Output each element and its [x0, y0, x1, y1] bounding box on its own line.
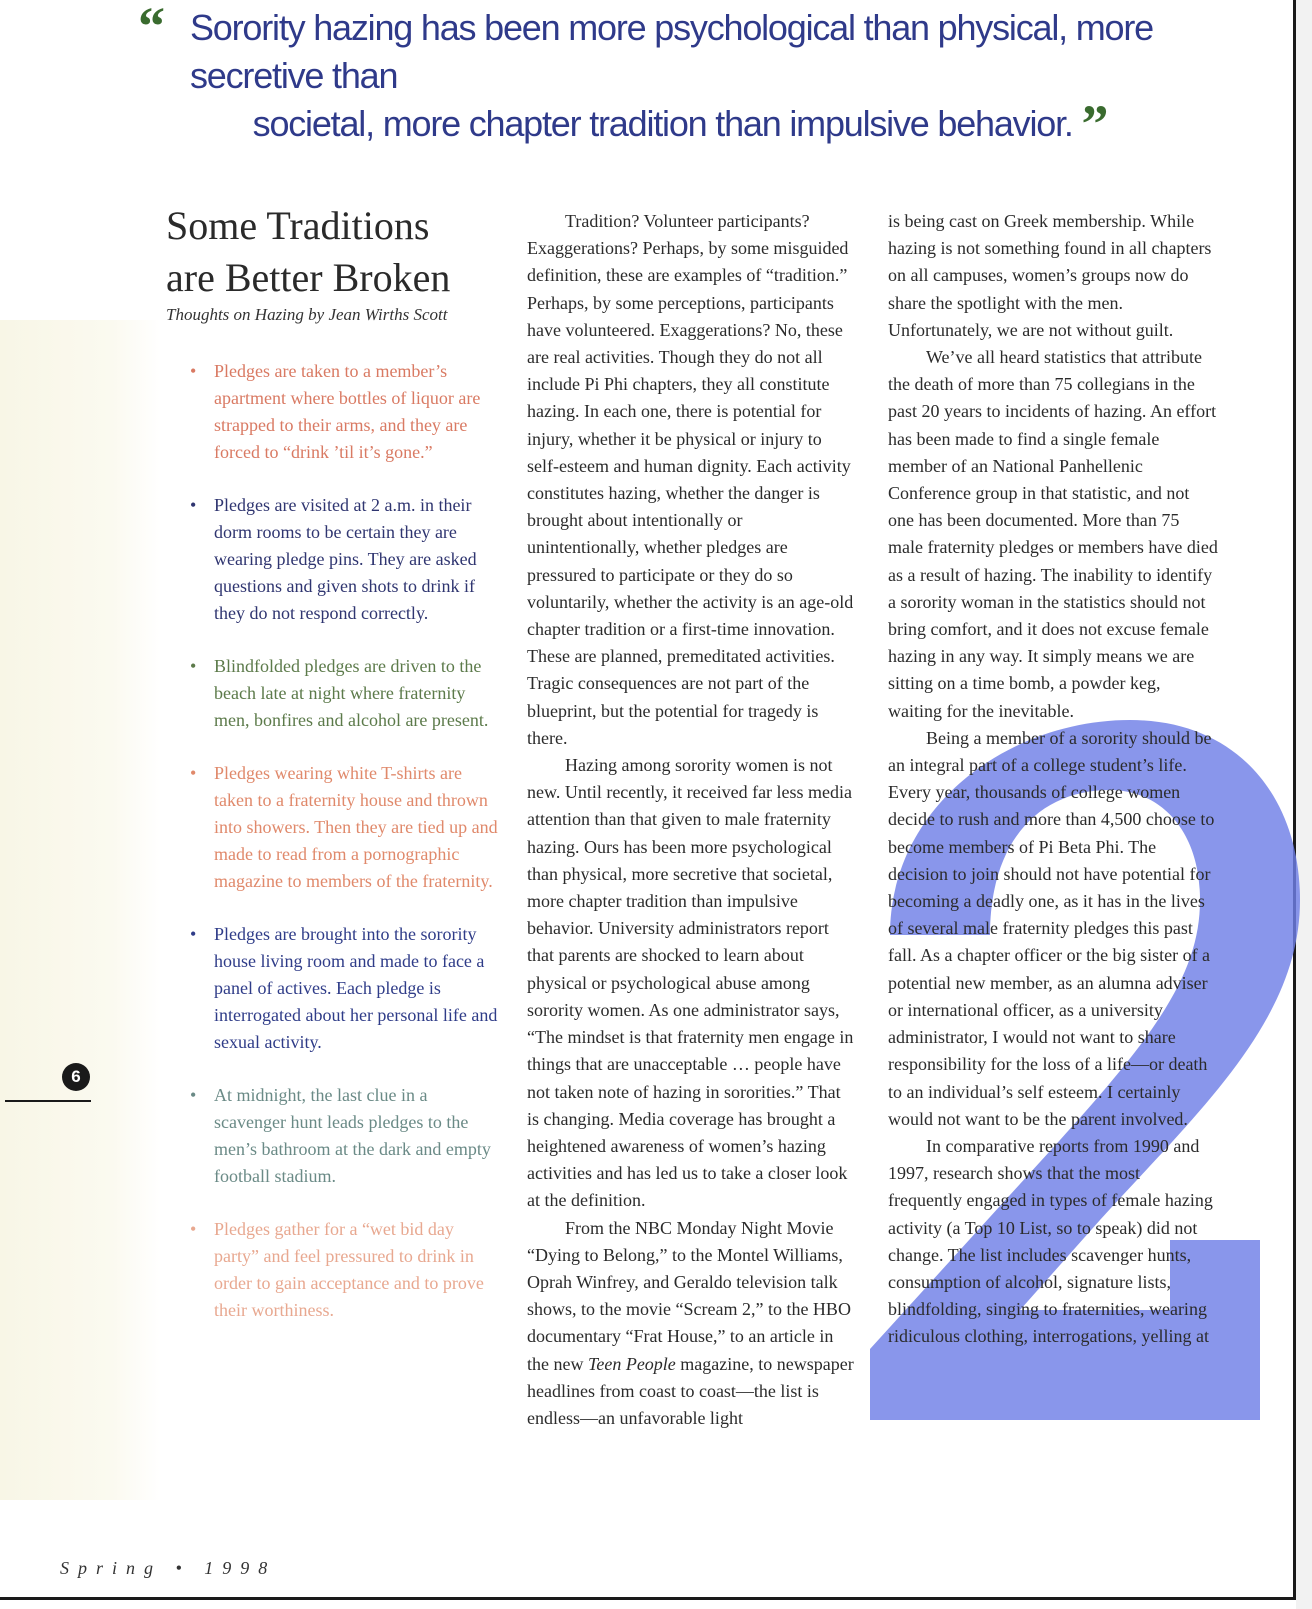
- list-item: • Pledges are brought into the sorority house living room and made to face a panel of actives. Each pledge is interrogated about her personal life and sexual activity.: [190, 921, 500, 1056]
- pull-quote-line-2-text: societal, more chapter tradition than impulsive behavior.: [252, 103, 1073, 144]
- list-item: • Pledges gather for a “wet bid day party” and feel pressured to drink in order to gain acceptance and to prove their worthiness.: [190, 1216, 500, 1324]
- paragraph: Hazing among sorority women is not new. Until recently, it received far less media attention than that given to male fraternity hazing. Ours has been more psychological than physical, more secretive that societal, more chapter tradition than impulsive behavior. University administrators report that parents are shocked to learn about physical or psychological abuse among sorority women. As one administrator says, “The mindset is that fraternity men engage in things that are unacceptable … people have not taken note of hazing in sororities.” That is changing. Media coverage has brought a heightened awareness of women’s hazing activities and has led us to take a closer look at the definition.: [527, 755, 854, 1211]
- paragraph: Being a member of a sorority should be an integral part of a college student’s life. Every year, thousands of college women decide to rush and more than 4,500 choose to become members of Pi Beta Phi. The decision to join should not have potential for becoming a deadly one, as it has in the lives of several male fraternity pledges this past fall. As a chapter officer or the big sister of a potential new member, as an alumna adviser or international officer, as a university administrator, I would not want to share responsibility for the loss of a life—or death to an individual’s self esteem. I certainly would not want to be the parent involved.: [888, 727, 1215, 1129]
- column-tint: [0, 320, 160, 1500]
- paragraph: Tradition? Volunteer participants? Exaggerations? Perhaps, by some misguided definition, these are examples of “tradition.” Perhaps, by some perceptions, participants have volunteered. Exaggerations? No, these are real activities. Though they do not all include Pi Phi chapters, they all constitute hazing. In each one, there is potential for injury, whether it be physical or injury to self-esteem and human dignity. Each activity constitutes hazing, whether the danger is brought about intentionally or unintentionally, whether pledges are pressured to participate or they do so voluntarily, whether the activity is an age-old chapter tradition or a first-time innovation. These are planned, premeditated activities. Tragic consequences are not part of the blueprint, but the potential for tragedy is there.: [527, 211, 854, 748]
- title-line-1: Some Traditions: [166, 203, 430, 248]
- close-quote-mark: ”: [1081, 94, 1108, 154]
- paragraph: We’ve all heard statistics that attribute the death of more than 75 collegians in the past 20 years to incidents of hazing. An effort has been made to find a single female member of an National Panhellenic Conference group in that statistic, and not one has been documented. More than 75 male fraternity pledges or members have died as a result of hazing. The inability to identify a sorority woman in the statistics should not bring comfort, and it does not excuse female hazing in any way. It simply means we are sitting on a time bomb, a powder keg, waiting for the inevitable.: [888, 347, 1218, 721]
- list-item: • Pledges are visited at 2 a.m. in their dorm rooms to be certain they are wearing pledge pins. They are asked questions and given shots to drink if they do not respond correctly.: [190, 492, 500, 627]
- list-item: • Pledges are taken to a member’s apartment where bottles of liquor are strapped to their arms, and they are forced to “drink ’til it’s gone.”: [190, 358, 500, 466]
- page-number: 6: [62, 1063, 90, 1091]
- pull-quote-line-2: [130, 94, 1230, 154]
- issue-footer: Spring • 1998: [60, 1558, 277, 1578]
- byline: Thoughts on Hazing by Jean Wirths Scott: [166, 305, 448, 324]
- pull-quote-line-1: Sorority hazing has been more psychological than physical, more secretive than: [190, 7, 1153, 96]
- hazing-examples-list: [190, 358, 500, 1350]
- paragraph-text: magazine, to newspaper headlines from coast to coast—the list is endless—an unfavorable light: [527, 1353, 854, 1428]
- title-line-2: are Better Broken: [166, 255, 451, 300]
- pull-quote: “ Sorority hazing has been more psychological than physical, more secretive than societal, more chapter tradition than impulsive behavior. ”: [130, 4, 1230, 148]
- paragraph: [527, 1215, 857, 1433]
- body-column-2: [527, 208, 857, 1432]
- list-item: • At midnight, the last clue in a scavenger hunt leads pledges to the men’s bathroom at the dark and empty football stadium.: [190, 1082, 500, 1190]
- list-item: • Blindfolded pledges are driven to the beach late at night where fraternity men, bonfires and alcohol are present.: [190, 653, 500, 734]
- paragraph: In comparative reports from 1990 and 1997, research shows that the most frequently engaged in types of female hazing activity (a Top 10 List, so to speak) did not change. The list includes scavenger hunts, consumption of alcohol, signature lists, blindfolding, singing to fraternities, wearing ridiculous clothing, interrogations, yelling at: [888, 1135, 1213, 1347]
- list-item: • Pledges wearing white T-shirts are taken to a fraternity house and thrown into showers. Then they are tied up and made to read from a pornographic magazine to members of the fraternity.: [190, 760, 500, 895]
- magazine-title: Teen People: [587, 1353, 676, 1374]
- article-title: [166, 200, 506, 304]
- paragraph-text: From the NBC Monday Night Movie “Dying to Belong,” to the Montel Williams, Oprah Winfrey, and Geraldo television talk shows, to the movie “Scream 2,” to the HBO documentary “Frat House,” to an article in the new: [527, 1217, 851, 1374]
- body-column-3: [888, 208, 1218, 1351]
- page-number-rule: [5, 1100, 91, 1102]
- paragraph: is being cast on Greek membership. While hazing is not something found in all chapters on all campuses, women’s groups now do share the spotlight with the men. Unfortunately, we are not without guilt.: [888, 211, 1212, 340]
